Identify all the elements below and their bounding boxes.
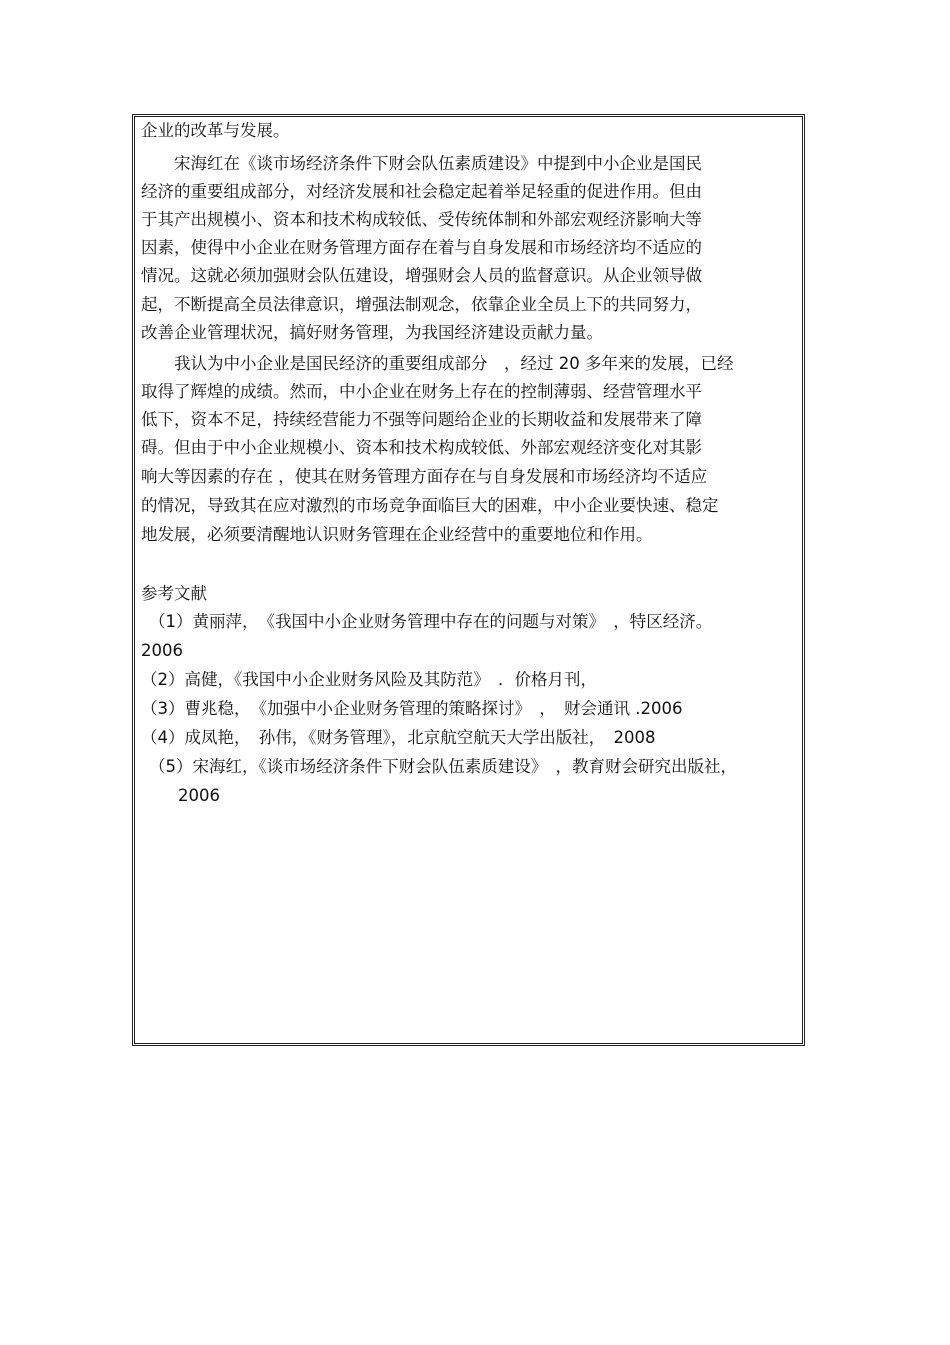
- body-line: 的情况，导致其在应对激烈的市场竞争面临巨大的困难，中小企业要快速、稳定: [141, 496, 719, 515]
- body-line: 取得了辉煌的成绩。然而，中小企业在财务上存在的控制薄弱、经营管理水平: [141, 382, 702, 401]
- body-line: 低下，资本不足，持续经营能力不强等问题给企业的长期收益和发展带来了障: [141, 410, 702, 429]
- reference-line: （4）成凤艳， 孙伟，《财务管理》，北京航空航天大学出版社， 2008: [141, 728, 656, 747]
- reference-line: （2）高健，《我国中小企业财务风险及其防范》 ．价格月刊，: [141, 670, 597, 689]
- reference-line: （5）宋海红，《谈市场经济条件下财会队伍素质建设》 ，教育财会研究出版社，: [149, 757, 737, 776]
- reference-line: 2006: [178, 786, 220, 805]
- body-line: 宋海红在《谈市场经济条件下财会队伍素质建设》中提到中小企业是国民: [141, 154, 702, 173]
- body-line: 经济的重要组成部分，对经济发展和社会稳定起着举足轻重的促进作用。但由: [141, 182, 702, 201]
- body-line: 改善企业管理状况，搞好财务管理，为我国经济建设贡献力量。: [141, 323, 603, 342]
- body-line: 因素，使得中小企业在财务管理方面存在着与自身发展和市场经济均不适应的: [141, 238, 702, 257]
- body-line: 我认为中小企业是国民经济的重要组成部分 ，经过 20 多年来的发展，已经: [141, 354, 734, 373]
- body-line: 于其产出规模小、资本和技术构成较低、受传统体制和外部宏观经济影响大等: [141, 210, 702, 229]
- references-heading: 参考文献: [141, 584, 207, 603]
- reference-line: 2006: [141, 641, 183, 660]
- body-line: 起，不断提高全员法律意识，增强法制观念，依靠企业全员上下的共同努力，: [141, 295, 702, 314]
- reference-line: （3）曹兆稳， 《加强中小企业财务管理的策略探讨》 ， 财会通讯 .2006: [141, 699, 683, 718]
- body-line: 响大等因素的存在 ，使其在财务管理方面存在与自身发展和市场经济均不适应: [141, 467, 708, 486]
- body-line: 碍。但由于中小企业规模小、资本和技术构成较低、外部宏观经济变化对其影: [141, 438, 702, 457]
- body-line: 地发展，必须要清醒地认识财务管理在企业经营中的重要地位和作用。: [141, 525, 653, 544]
- body-line: 情况。这就必须加强财会队伍建设，增强财会人员的监督意识。从企业领导做: [141, 266, 702, 285]
- body-line: 企业的改革与发展。: [141, 121, 290, 140]
- reference-line: （1）黄丽萍， 《我国中小企业财务管理中存在的问题与对策》 ，特区经济。: [149, 612, 713, 631]
